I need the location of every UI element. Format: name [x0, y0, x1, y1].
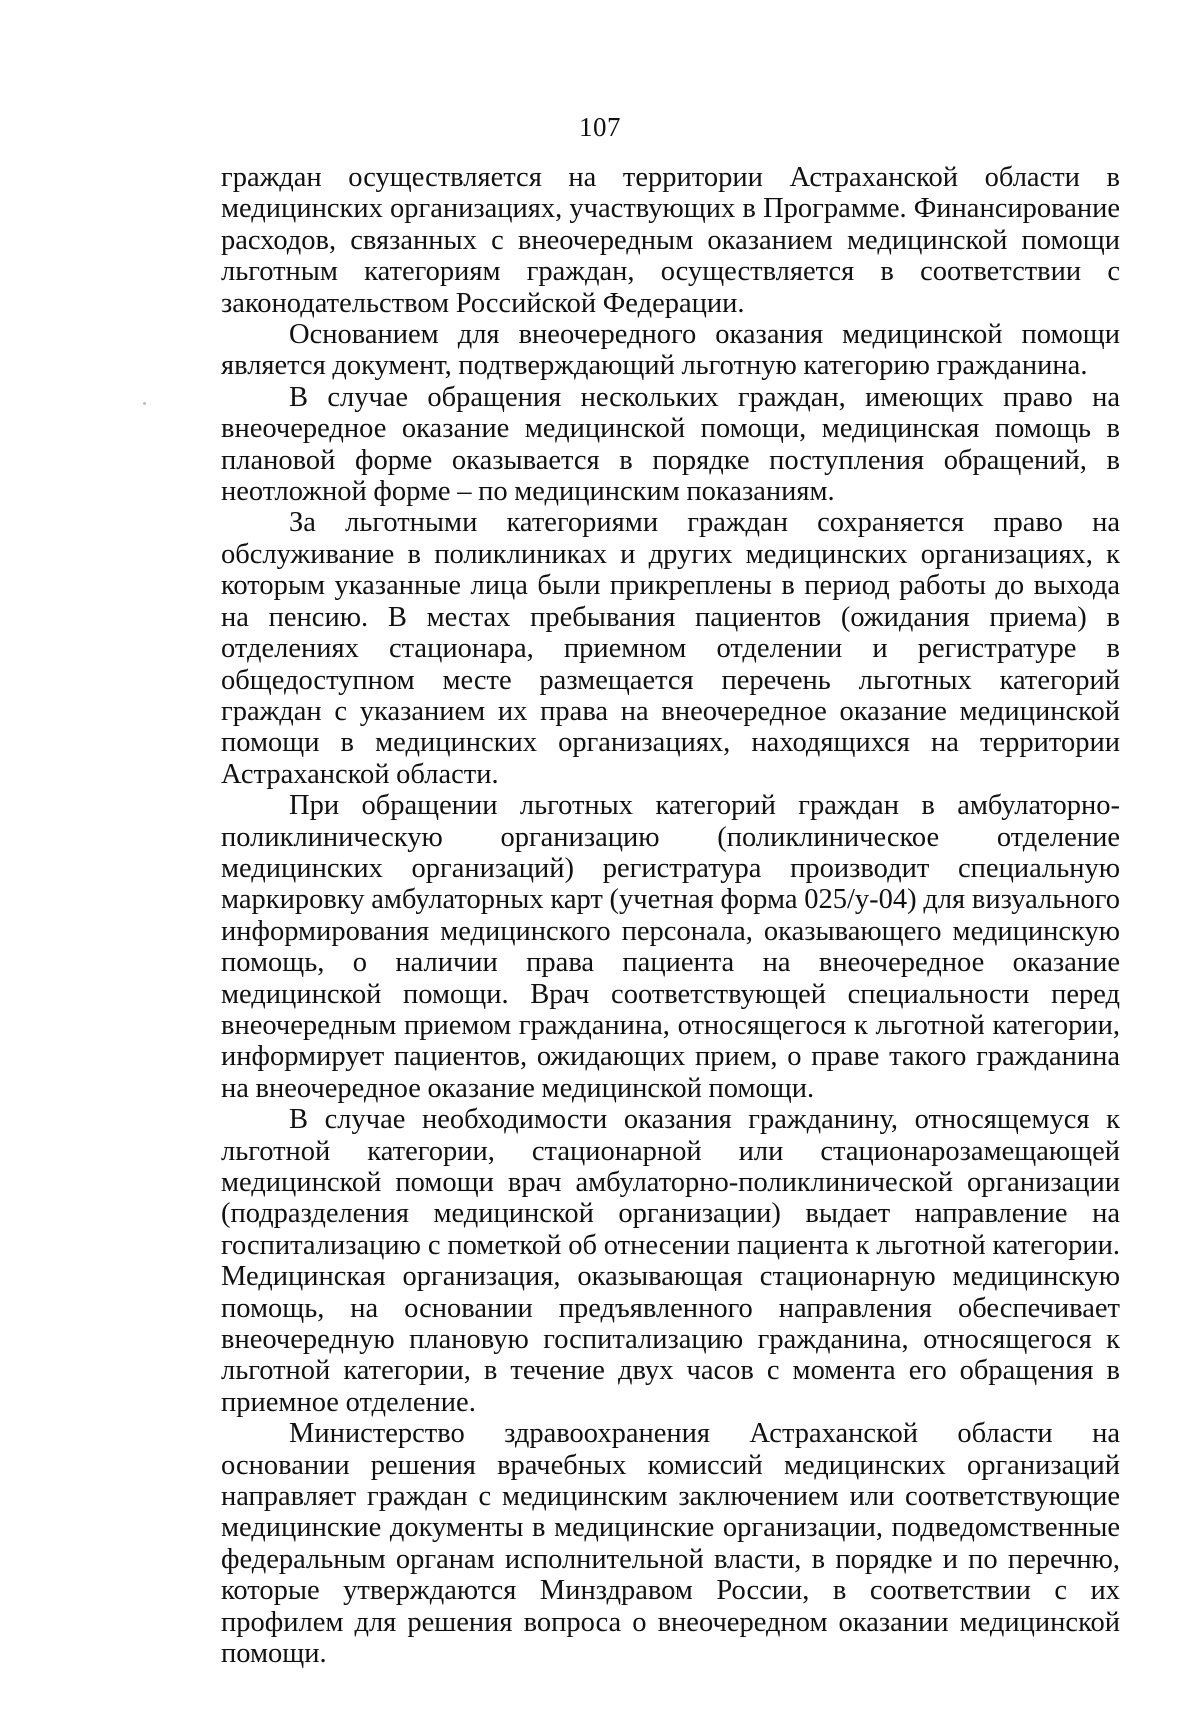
page-number: 107	[579, 112, 621, 142]
paragraph-4: За льготными категориями граждан сохраняется право на обслуживание в поликлиниках и других медицинских организациях, к которым указанные лица были прикреплены в период работы до выхода на пенсию. В местах пребывания пациентов (ожидания приема) в отделениях стационара, приемном отделении и регистратуре в общедоступном месте размещается перечень льготных категорий граждан с указанием их права на внеочередное оказание медицинской помощи в медицинских организациях, находящихся на территории Астраханской области.	[221, 507, 1120, 790]
paragraph-6: В случае необходимости оказания гражданину, относящемуся к льготной категории, стационарной или стационарозамещающей медицинской помощи врач амбулаторно-поликлинической организации (подразделения медицинской организации) выдает направление на госпитализацию с пометкой об отнесении пациента к льготной категории. Медицинская организация, оказывающая стационарную медицинскую помощь, на основании предъявленного направления обеспечивает внеочередную плановую госпитализацию гражданина, относящегося к льготной категории, в течение двух часов с момента его обращения в приемное отделение.	[221, 1104, 1120, 1418]
body-text	[221, 162, 1120, 1670]
paragraph-5: При обращении льготных категорий граждан в амбулаторно-поликлиническую организацию (поликлиническое отделение медицинских организаций) регистратура производит специальную маркировку амбулаторных карт (учетная форма 025/у-04) для визуального информирования медицинского персонала, оказывающего медицинскую помощь, о наличии права пациента на внеочередное оказание медицинской помощи. Врач соответствующей специальности перед внеочередным приемом гражданина, относящегося к льготной категории, информирует пациентов, ожидающих прием, о праве такого гражданина на внеочередное оказание медицинской помощи.	[221, 790, 1120, 1104]
paragraph-7: Министерство здравоохранения Астраханской области на основании решения врачебных комиссий медицинских организаций направляет граждан с медицинским заключением или соответствующие медицинские документы в медицинские организации, подведомственные федеральным органам исполнительной власти, в порядке и по перечню, которые утверждаются Минздравом России, в соответствии с их профилем для решения вопроса о внеочередном оказании медицинской помощи.	[221, 1418, 1120, 1670]
paragraph-3: В случае обращения нескольких граждан, имеющих право на внеочередное оказание медицинской помощи, медицинская помощь в плановой форме оказывается в порядке поступления обращений, в неотложной форме – по медицинским показаниям.	[221, 381, 1120, 508]
paragraph-2: Основанием для внеочередного оказания медицинской помощи является документ, подтверждающий льготную категорию гражданина.	[221, 319, 1120, 382]
scan-speck	[143, 402, 146, 405]
paragraph-1: граждан осуществляется на территории Астраханской области в медицинских организациях, участвующих в Программе. Финансирование расходов, связанных с внеочередным оказанием медицинской помощи льготным категориям граждан, осуществляется в соответствии с законодательством Российской Федерации.	[221, 162, 1120, 319]
